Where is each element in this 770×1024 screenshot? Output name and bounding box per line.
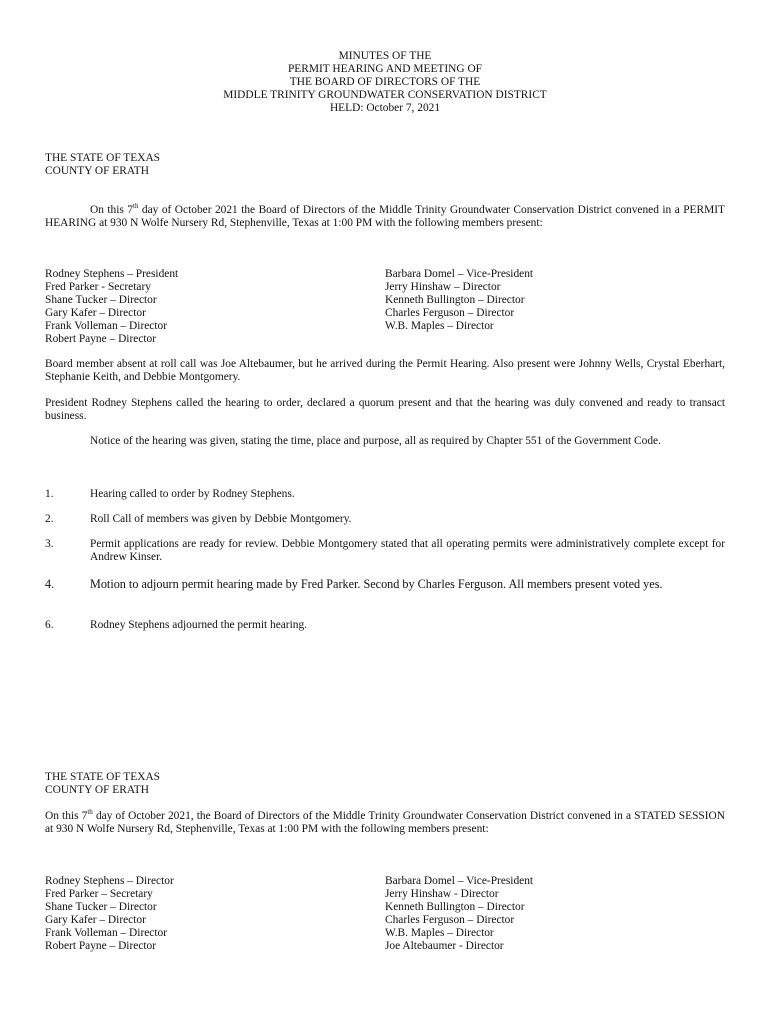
state-line: THE STATE OF TEXAS (45, 771, 161, 783)
notice-paragraph: Notice of the hearing was given, stating the time, place and purpose, all as required by Chapter 551 of the Government Code. (90, 435, 661, 447)
member-entry: Robert Payne – Director (45, 333, 157, 345)
intro-paragraph-2 (45, 810, 725, 836)
item-number: 4. (45, 577, 55, 591)
title-line: HELD: October 7, 2021 (329, 102, 441, 114)
member-entry: Robert Payne – Director (45, 940, 157, 952)
member-entry: Gary Kafer – Director (45, 914, 146, 926)
member-entry: Gary Kafer – Director (45, 307, 146, 319)
item-text: Rodney Stephens adjourned the permit hearing. (90, 619, 308, 631)
intro-superscript: th (87, 808, 93, 817)
member-entry: Barbara Domel – Vice-President (385, 875, 534, 887)
member-entry: Jerry Hinshaw – Director (385, 281, 501, 293)
member-entry: Barbara Domel – Vice-President (385, 268, 534, 280)
agenda-item (45, 513, 725, 526)
member-entry: Frank Volleman – Director (45, 927, 168, 939)
agenda-item (45, 619, 725, 632)
item-number: 1. (45, 488, 54, 500)
title-line: THE BOARD OF DIRECTORS OF THE (289, 76, 481, 88)
minutes-title (0, 50, 770, 115)
members-right-column (385, 875, 533, 953)
item-number: 6. (45, 619, 54, 631)
member-entry: Fred Parker – Secretary (45, 888, 153, 900)
item-number: 2. (45, 513, 54, 525)
item-text: Permit applications are ready for review. Debbie Montgomery stated that all operating permits were administratively complete except for Andrew Kinser. (90, 538, 725, 563)
member-entry: Rodney Stephens – Director (45, 875, 174, 887)
title-line: PERMIT HEARING AND MEETING OF (287, 63, 483, 75)
title-line: MIDDLE TRINITY GROUNDWATER CONSERVATION DISTRICT (223, 89, 547, 101)
intro-superscript: th (133, 202, 139, 211)
member-entry: Kenneth Bullington – Director (385, 901, 525, 913)
agenda-item (45, 538, 725, 564)
state-heading-2 (45, 771, 725, 797)
intro-paragraph-1 (45, 204, 725, 230)
county-line: COUNTY OF ERATH (45, 165, 149, 177)
county-line: COUNTY OF ERATH (45, 784, 149, 796)
intro-text-b: day of October 2021 the Board of Directors of the Middle Trinity Groundwater Conservation District convened in a PERMIT HEARING at 930 N Wolfe Nursery Rd, Stephenville, Texas at 1:00 PM with the following members present: (45, 204, 725, 229)
item-text: Hearing called to order by Rodney Stephens. (90, 488, 295, 500)
members-left-column (45, 268, 178, 346)
members-right-column (385, 268, 533, 333)
absent-paragraph: Board member absent at roll call was Joe Altebaumer, but he arrived during the Permit Hearing. Also present were Johnny Wells, Crystal Eberhart, Stephanie Keith, and Debbie Montgomery. (45, 358, 725, 383)
title-line: MINUTES OF THE (338, 50, 432, 62)
member-entry: Frank Volleman – Director (45, 320, 168, 332)
member-entry: Rodney Stephens – President (45, 268, 179, 280)
agenda-item (45, 488, 725, 501)
member-entry: Jerry Hinshaw - Director (385, 888, 499, 900)
state-heading-1 (45, 152, 725, 178)
item-text: Motion to adjourn permit hearing made by Fred Parker. Second by Charles Ferguson. All members present voted yes. (90, 577, 663, 591)
member-entry: Charles Ferguson – Director (385, 914, 515, 926)
members-left-column (45, 875, 174, 953)
member-entry: Kenneth Bullington – Director (385, 294, 525, 306)
intro-text-a: On this 7 (45, 810, 88, 822)
called-to-order-paragraph: President Rodney Stephens called the hearing to order, declared a quorum present and that the hearing was duly convened and ready to transact business. (45, 397, 725, 422)
item-number: 3. (45, 538, 54, 550)
intro-text-a: On this 7 (90, 204, 134, 216)
member-entry: Shane Tucker – Director (45, 294, 157, 306)
member-entry: W.B. Maples – Director (385, 927, 494, 939)
state-line: THE STATE OF TEXAS (45, 152, 161, 164)
intro-text-b: day of October 2021, the Board of Directors of the Middle Trinity Groundwater Conservation District convened in a STATED SESSION at 930 N Wolfe Nursery Rd, Stephenville, Texas at 1:00 PM with the following members present: (45, 810, 725, 835)
member-entry: Shane Tucker – Director (45, 901, 157, 913)
agenda-item (45, 577, 725, 591)
member-entry: Joe Altebaumer - Director (385, 940, 504, 952)
item-text: Roll Call of members was given by Debbie Montgomery. (90, 513, 352, 525)
member-entry: Fred Parker - Secretary (45, 281, 151, 293)
member-entry: Charles Ferguson – Director (385, 307, 515, 319)
member-entry: W.B. Maples – Director (385, 320, 494, 332)
